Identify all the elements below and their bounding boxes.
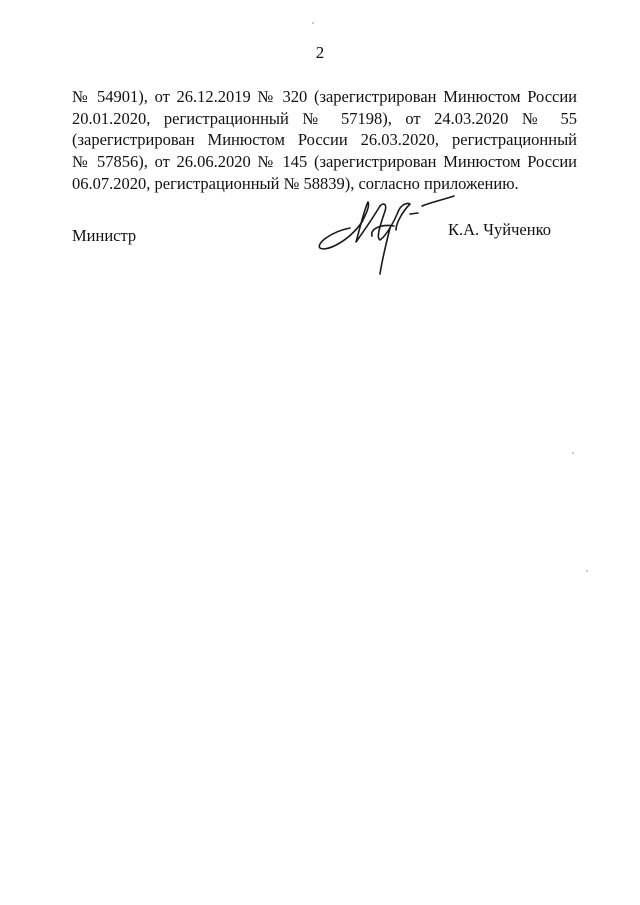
signer-position: Министр	[72, 226, 137, 245]
signer-name: К.А. Чуйченко	[448, 220, 551, 239]
handwritten-signature-icon	[310, 192, 470, 282]
scan-speck	[586, 570, 588, 572]
signature-block	[72, 218, 577, 288]
body-paragraph	[72, 86, 577, 195]
paragraph-line: № 57856), от 26.06.2020 № 145 (зарегистрирован Минюстом России	[72, 152, 577, 172]
scan-speck	[312, 22, 314, 24]
scan-speck	[572, 452, 574, 454]
page-number: 2	[315, 43, 325, 62]
paragraph-line: № 54901), от 26.12.2019 № 320 (зарегистрирован Минюстом России	[72, 87, 577, 106]
paragraph-line: 06.07.2020, регистрационный № 58839), согласно приложению.	[72, 173, 519, 193]
paragraph-line: 20.01.2020, регистрационный № 57198), от 24.03.2020 № 55	[72, 108, 577, 128]
paragraph-line: (зарегистрирован Минюстом России 26.03.2020, регистрационный	[72, 130, 577, 150]
